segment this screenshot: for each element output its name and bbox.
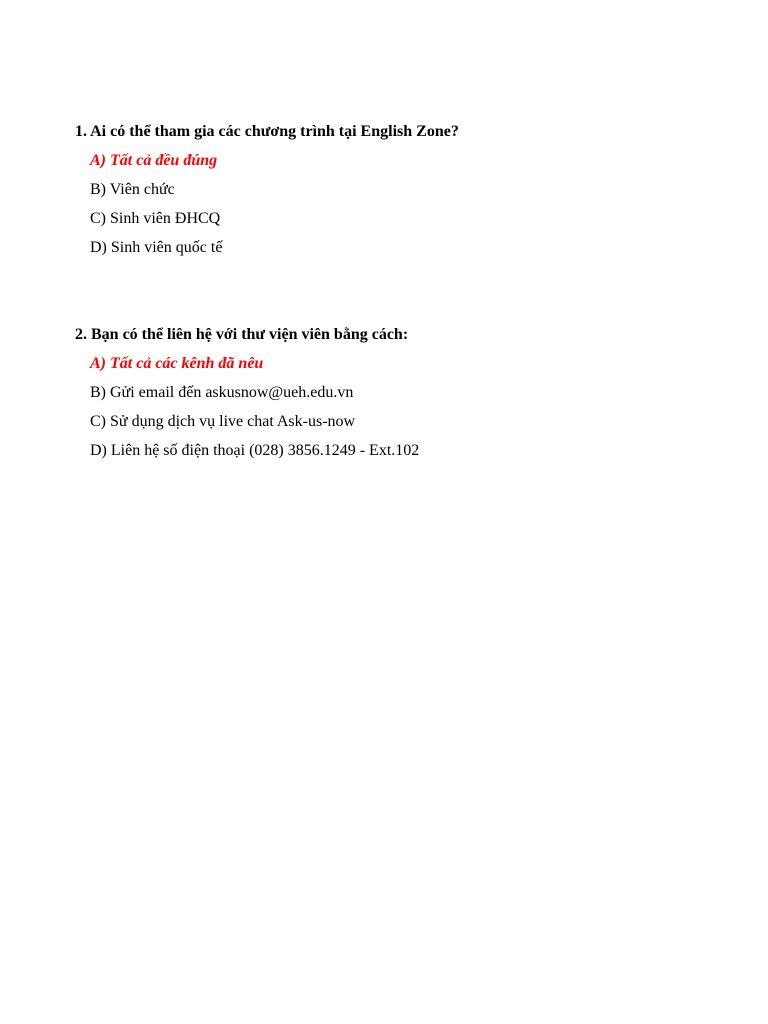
question-title: 2. Bạn có thể liên hệ với thư viện viên bằng cách:: [75, 326, 409, 343]
question-title: 1. Ai có thể tham gia các chương trình tại English Zone?: [75, 123, 459, 140]
question-2: [75, 323, 715, 463]
answer-option-b: B) Gửi email đến askusnow@ueh.edu.vn: [90, 384, 354, 401]
answer-option-d: D) Liên hệ số điện thoại (028) 3856.1249 - Ext.102: [90, 442, 420, 459]
answer-option-a: A) Tất cả đều đúng: [90, 152, 218, 169]
question-1: [75, 120, 715, 260]
answer-option-c: C) Sinh viên ĐHCQ: [90, 210, 221, 227]
answer-option-a: A) Tất cả các kênh đã nêu: [90, 355, 264, 372]
answer-option-b: B) Viên chức: [90, 181, 175, 198]
answer-option-d: D) Sinh viên quốc tế: [90, 239, 223, 256]
answer-option-c: C) Sử dụng dịch vụ live chat Ask-us-now: [90, 413, 356, 430]
